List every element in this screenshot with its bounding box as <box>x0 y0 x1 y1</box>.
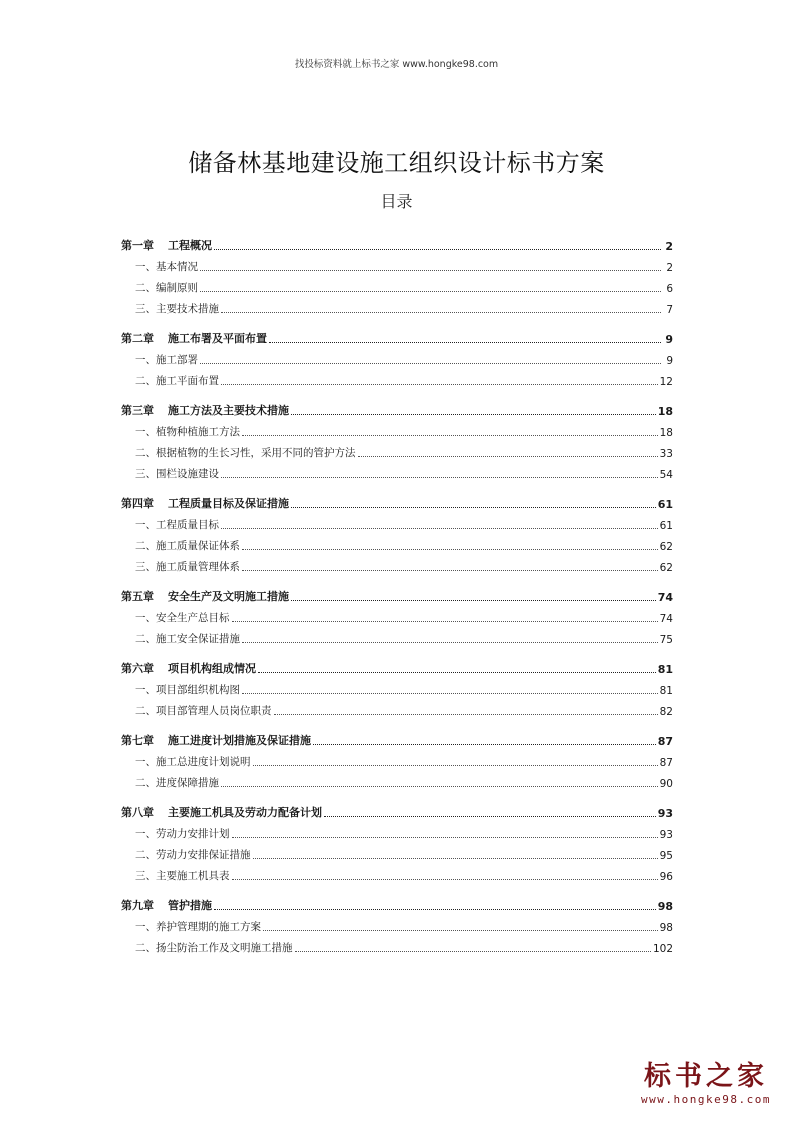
section-title: 三、施工质量管理体系 <box>135 561 240 573</box>
chapter-title: 施工方法及主要技术措施 <box>168 404 289 417</box>
chapter-page-number: 93 <box>657 807 673 820</box>
brand-watermark <box>641 1062 771 1108</box>
dot-leader <box>221 477 658 478</box>
chapter-title: 工程质量目标及保证措施 <box>168 497 289 510</box>
chapter-number: 第四章 <box>121 497 154 510</box>
toc-section-entry[interactable] <box>121 604 673 625</box>
toc-chapter-entry[interactable] <box>121 651 673 676</box>
dot-leader <box>200 270 661 271</box>
section-page-number: 102 <box>652 943 673 955</box>
toc-heading: 目录 <box>380 192 413 211</box>
chapter-page-number: 98 <box>657 900 673 913</box>
toc-chapter <box>121 888 673 955</box>
dot-leader <box>232 837 658 838</box>
chapter-title: 施工进度计划措施及保证措施 <box>168 734 311 747</box>
dot-leader <box>291 414 656 415</box>
section-title: 三、主要技术措施 <box>135 303 219 315</box>
document-title: 储备林基地建设施工组织设计标书方案 <box>188 149 605 177</box>
dot-leader <box>313 744 656 745</box>
chapter-page-number: 81 <box>657 663 673 676</box>
chapter-title: 工程概况 <box>168 239 212 252</box>
chapter-title: 主要施工机具及劳动力配备计划 <box>168 806 322 819</box>
section-page-number: 87 <box>659 757 673 769</box>
section-page-number: 33 <box>659 448 673 460</box>
section-title: 一、施工部署 <box>135 354 198 366</box>
toc-chapter <box>121 795 673 883</box>
section-title: 三、主要施工机具表 <box>135 870 230 882</box>
dot-leader <box>291 600 656 601</box>
section-page-number: 96 <box>659 871 673 883</box>
section-title: 一、施工总进度计划说明 <box>135 756 251 768</box>
dot-leader <box>358 456 658 457</box>
chapter-page-number: 74 <box>657 591 673 604</box>
chapter-number: 第一章 <box>121 239 154 252</box>
section-title: 二、扬尘防治工作及文明施工措施 <box>135 942 293 954</box>
toc-chapter-entry[interactable] <box>121 393 673 418</box>
brand-logo-url: www.hongke98.com <box>641 1093 771 1106</box>
toc-section-entry[interactable] <box>121 862 673 883</box>
chapter-page-number: 61 <box>657 498 673 511</box>
dot-leader <box>221 528 658 529</box>
chapter-number: 第七章 <box>121 734 154 747</box>
section-page-number: 18 <box>659 427 673 439</box>
section-page-number: 7 <box>666 304 673 316</box>
toc-chapter <box>121 486 673 574</box>
dot-leader <box>295 951 651 952</box>
dot-leader <box>242 570 658 571</box>
section-page-number: 90 <box>659 778 673 790</box>
section-title: 一、项目部组织机构图 <box>135 684 240 696</box>
dot-leader <box>242 549 658 550</box>
chapter-title: 安全生产及文明施工措施 <box>168 590 289 603</box>
section-title: 二、编制原则 <box>135 282 198 294</box>
toc-chapter <box>121 579 673 646</box>
section-page-number: 9 <box>666 355 673 367</box>
dot-leader <box>253 765 658 766</box>
dot-leader <box>221 786 658 787</box>
section-title: 二、施工平面布置 <box>135 375 219 387</box>
section-title: 二、根据植物的生长习性，采用不同的管护方法 <box>135 447 356 459</box>
section-title: 二、项目部管理人员岗位职责 <box>135 705 272 717</box>
section-page-number: 6 <box>666 283 673 295</box>
section-title: 一、基本情况 <box>135 261 198 273</box>
toc-section-entry[interactable] <box>121 511 673 532</box>
section-page-number: 75 <box>659 634 673 646</box>
toc-section-entry[interactable] <box>121 820 673 841</box>
chapter-page-number: 9 <box>665 333 673 346</box>
chapter-page-number: 18 <box>657 405 673 418</box>
section-page-number: 74 <box>659 613 673 625</box>
toc-chapter-entry[interactable] <box>121 888 673 913</box>
toc-section-entry[interactable] <box>121 532 673 553</box>
section-page-number: 82 <box>659 706 673 718</box>
chapter-page-number: 2 <box>665 240 673 253</box>
dot-leader <box>200 363 661 364</box>
toc-section-entry[interactable] <box>121 748 673 769</box>
toc-section-entry[interactable] <box>121 253 673 274</box>
toc-section-entry[interactable] <box>121 418 673 439</box>
chapter-number: 第五章 <box>121 590 154 603</box>
dot-leader <box>214 249 661 250</box>
dot-leader <box>291 507 656 508</box>
table-of-contents <box>121 228 673 960</box>
chapter-title: 施工布署及平面布置 <box>168 332 267 345</box>
dot-leader <box>263 930 658 931</box>
dot-leader <box>221 312 661 313</box>
toc-chapter-entry[interactable] <box>121 723 673 748</box>
toc-chapter <box>121 228 673 316</box>
toc-chapter-entry[interactable] <box>121 321 673 346</box>
section-page-number: 2 <box>666 262 673 274</box>
section-title: 二、劳动力安排保证措施 <box>135 849 251 861</box>
toc-section-entry[interactable] <box>121 625 673 646</box>
dot-leader <box>214 909 656 910</box>
chapter-number: 第二章 <box>121 332 154 345</box>
dot-leader <box>242 642 658 643</box>
toc-section-entry[interactable] <box>121 841 673 862</box>
section-page-number: 61 <box>659 520 673 532</box>
toc-section-entry[interactable] <box>121 697 673 718</box>
section-page-number: 81 <box>659 685 673 697</box>
section-title: 一、劳动力安排计划 <box>135 828 230 840</box>
toc-section-entry[interactable] <box>121 274 673 295</box>
toc-chapter-entry[interactable] <box>121 228 673 253</box>
section-page-number: 95 <box>659 850 673 862</box>
toc-section-entry[interactable] <box>121 769 673 790</box>
toc-chapter <box>121 651 673 718</box>
chapter-title: 项目机构组成情况 <box>168 662 256 675</box>
section-title: 一、植物种植施工方法 <box>135 426 240 438</box>
section-page-number: 54 <box>659 469 673 481</box>
dot-leader <box>200 291 661 292</box>
chapter-number: 第三章 <box>121 404 154 417</box>
toc-section-entry[interactable] <box>121 295 673 316</box>
dot-leader <box>221 384 658 385</box>
chapter-number: 第六章 <box>121 662 154 675</box>
toc-chapter-entry[interactable] <box>121 579 673 604</box>
toc-chapter <box>121 723 673 790</box>
dot-leader <box>232 879 658 880</box>
dot-leader <box>269 342 661 343</box>
chapter-number: 第八章 <box>121 806 154 819</box>
toc-chapter <box>121 321 673 388</box>
section-title: 三、围栏设施建设 <box>135 468 219 480</box>
toc-chapter-entry[interactable] <box>121 795 673 820</box>
toc-chapter <box>121 393 673 481</box>
section-page-number: 62 <box>659 562 673 574</box>
toc-chapter-entry[interactable] <box>121 486 673 511</box>
toc-section-entry[interactable] <box>121 439 673 460</box>
dot-leader <box>274 714 658 715</box>
toc-section-entry[interactable] <box>121 346 673 367</box>
section-title: 二、施工质量保证体系 <box>135 540 240 552</box>
dot-leader <box>253 858 658 859</box>
dot-leader <box>232 621 658 622</box>
section-title: 二、进度保障措施 <box>135 777 219 789</box>
chapter-number: 第九章 <box>121 899 154 912</box>
section-title: 一、安全生产总目标 <box>135 612 230 624</box>
toc-section-entry[interactable] <box>121 553 673 574</box>
section-page-number: 62 <box>659 541 673 553</box>
dot-leader <box>258 672 656 673</box>
section-title: 一、养护管理期的施工方案 <box>135 921 261 933</box>
brand-logo-text: 标书之家 <box>644 1061 769 1092</box>
toc-section-entry[interactable] <box>121 913 673 934</box>
chapter-page-number: 87 <box>657 735 673 748</box>
dot-leader <box>242 693 658 694</box>
toc-section-entry[interactable] <box>121 934 673 955</box>
section-title: 二、施工安全保证措施 <box>135 633 240 645</box>
toc-section-entry[interactable] <box>121 367 673 388</box>
section-page-number: 98 <box>659 922 673 934</box>
section-page-number: 12 <box>659 376 673 388</box>
page-header: 找投标资料就上标书之家 www.hongke98.com <box>294 59 499 70</box>
dot-leader <box>324 816 656 817</box>
section-page-number: 93 <box>659 829 673 841</box>
dot-leader <box>242 435 658 436</box>
toc-section-entry[interactable] <box>121 676 673 697</box>
section-title: 一、工程质量目标 <box>135 519 219 531</box>
chapter-title: 管护措施 <box>168 899 212 912</box>
toc-section-entry[interactable] <box>121 460 673 481</box>
